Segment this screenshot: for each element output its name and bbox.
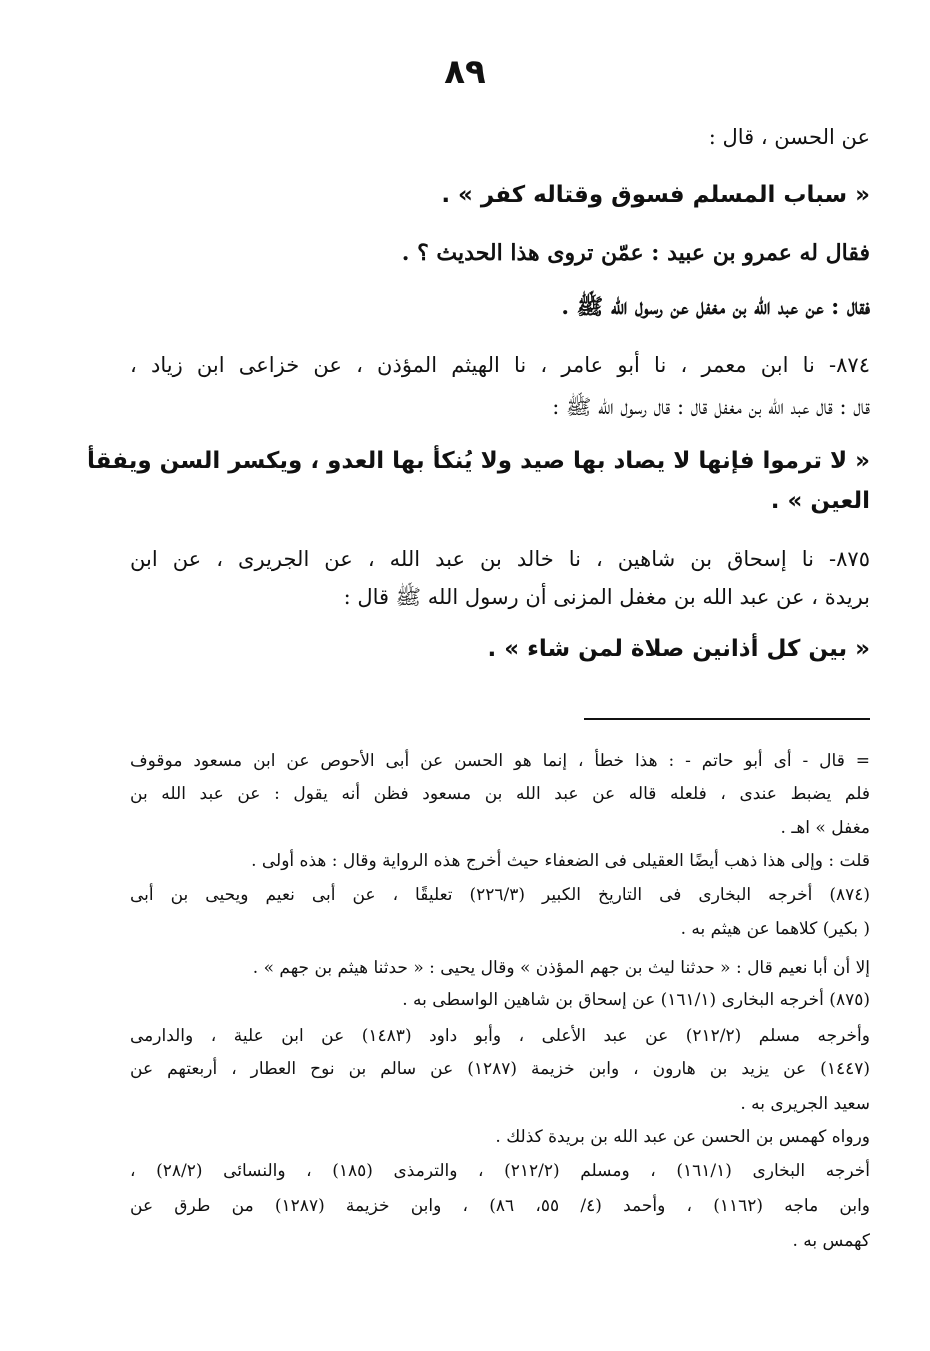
text-line: فقال : عن عبد الله بن مغفل عن رسول الله ﷺ . — [561, 294, 870, 320]
text-line: فقال له عمرو بن عبيد : عمّن تروى هذا الحديث ؟ . — [401, 240, 870, 266]
footnote-line: وأخرجه مسلم (٢١٢/٢) عن عبد الأعلى ، وأبو داود (١٤٨٣) عن ابن علية ، والدارمى — [130, 1026, 870, 1046]
hadith-875-text: « بين كل أذانين صلاة لمن شاء » . — [487, 636, 870, 662]
footnote-line: (١٤٤٧) عن يزيد بن هارون ، وابن خزيمة (١٢٨٧) عن سالم بن نوح العطار ، أربعتهم عن — [130, 1059, 870, 1079]
hadith-text: « سباب المسلم فسوق وقتاله كفر » . — [441, 182, 870, 208]
hadith-874-text: « لا ترموا فإنها لا يصاد بها صيد ولا يُنكأ بها العدو ، ويكسر السن ويفقأ — [86, 448, 870, 474]
footnote-line: قلت : وإلى هذا ذهب أيضًا العقيلى فى الضعفاء حيث أخرج هذه الرواية وقال : هذه أولى . — [251, 851, 870, 871]
footnote-line: ( بكير) كلاهما عن هيثم به . — [680, 919, 870, 939]
text-line: عن الحسن ، قال : — [708, 125, 870, 149]
page-number: ٨٩ — [444, 52, 486, 92]
footnote-line: سعيد الجريرى به . — [740, 1094, 870, 1114]
footnote-divider — [584, 718, 870, 720]
footnote-line: (٨٧٥) أخرجه البخارى (١٦١/١) عن إسحاق بن شاهين الواسطى به . — [402, 990, 870, 1010]
footnote-line: أخرجه البخارى (١٦١/١) ، ومسلم (٢١٢/٢) ، والترمذى (١٨٥) ، والنسائى (٢٨/٢) ، — [130, 1161, 870, 1181]
footnote-line: فلم يضبط عندى ، فلعله قاله عن عبد الله بن مسعود فظن أنه يقول : عن عبد الله بن — [130, 784, 870, 804]
footnote-line: إلا أن أبا نعيم قال : « حدثنا ليث بن جهم المؤذن » وقال يحيى : « حدثنا هيثم بن جهم » . — [252, 958, 870, 978]
footnote-line: وابن ماجه (١١٦٢) ، وأحمد (٤/ ٥٥، ٨٦) ، وابن خزيمة (١٢٨٧) من طرق عن — [130, 1196, 871, 1216]
hadith-874-isnad-line: ٨٧٤- نا ابن معمر ، نا أبو عامر ، نا الهيثم المؤذن ، عن خزاعى ابن زياد ، — [130, 353, 870, 377]
footnote-line: كهمس به . — [792, 1231, 870, 1251]
footnote-line: مغفل » اهـ . — [780, 818, 870, 838]
footnote-line: (٨٧٤) أخرجه البخارى فى التاريخ الكبير (٢٢٦/٣) تعليقًا ، عن أبى نعيم ويحيى بن أبى — [130, 885, 870, 905]
hadith-875-isnad-line: ٨٧٥- نا إسحاق بن شاهين ، نا خالد بن عبد الله ، عن الجريرى ، عن ابن — [130, 547, 870, 571]
footnote-line: = قال - أى أبو حاتم - : هذا خطأ ، إنما هو الحسن عن أبى الأحوص عن ابن مسعود موقوف — [130, 751, 870, 771]
hadith-874-isnad-line: قال : قال عبد الله بن مغفل قال : قال رسول الله ﷺ : — [552, 395, 870, 419]
footnote-line: ورواه كهمس بن الحسن عن عبد الله بن بريدة كذلك . — [495, 1127, 870, 1147]
hadith-874-text: العين » . — [770, 488, 870, 514]
hadith-875-isnad-line: بريدة ، عن عبد الله بن مغفل المزنى أن رسول الله ﷺ قال : — [343, 585, 870, 609]
